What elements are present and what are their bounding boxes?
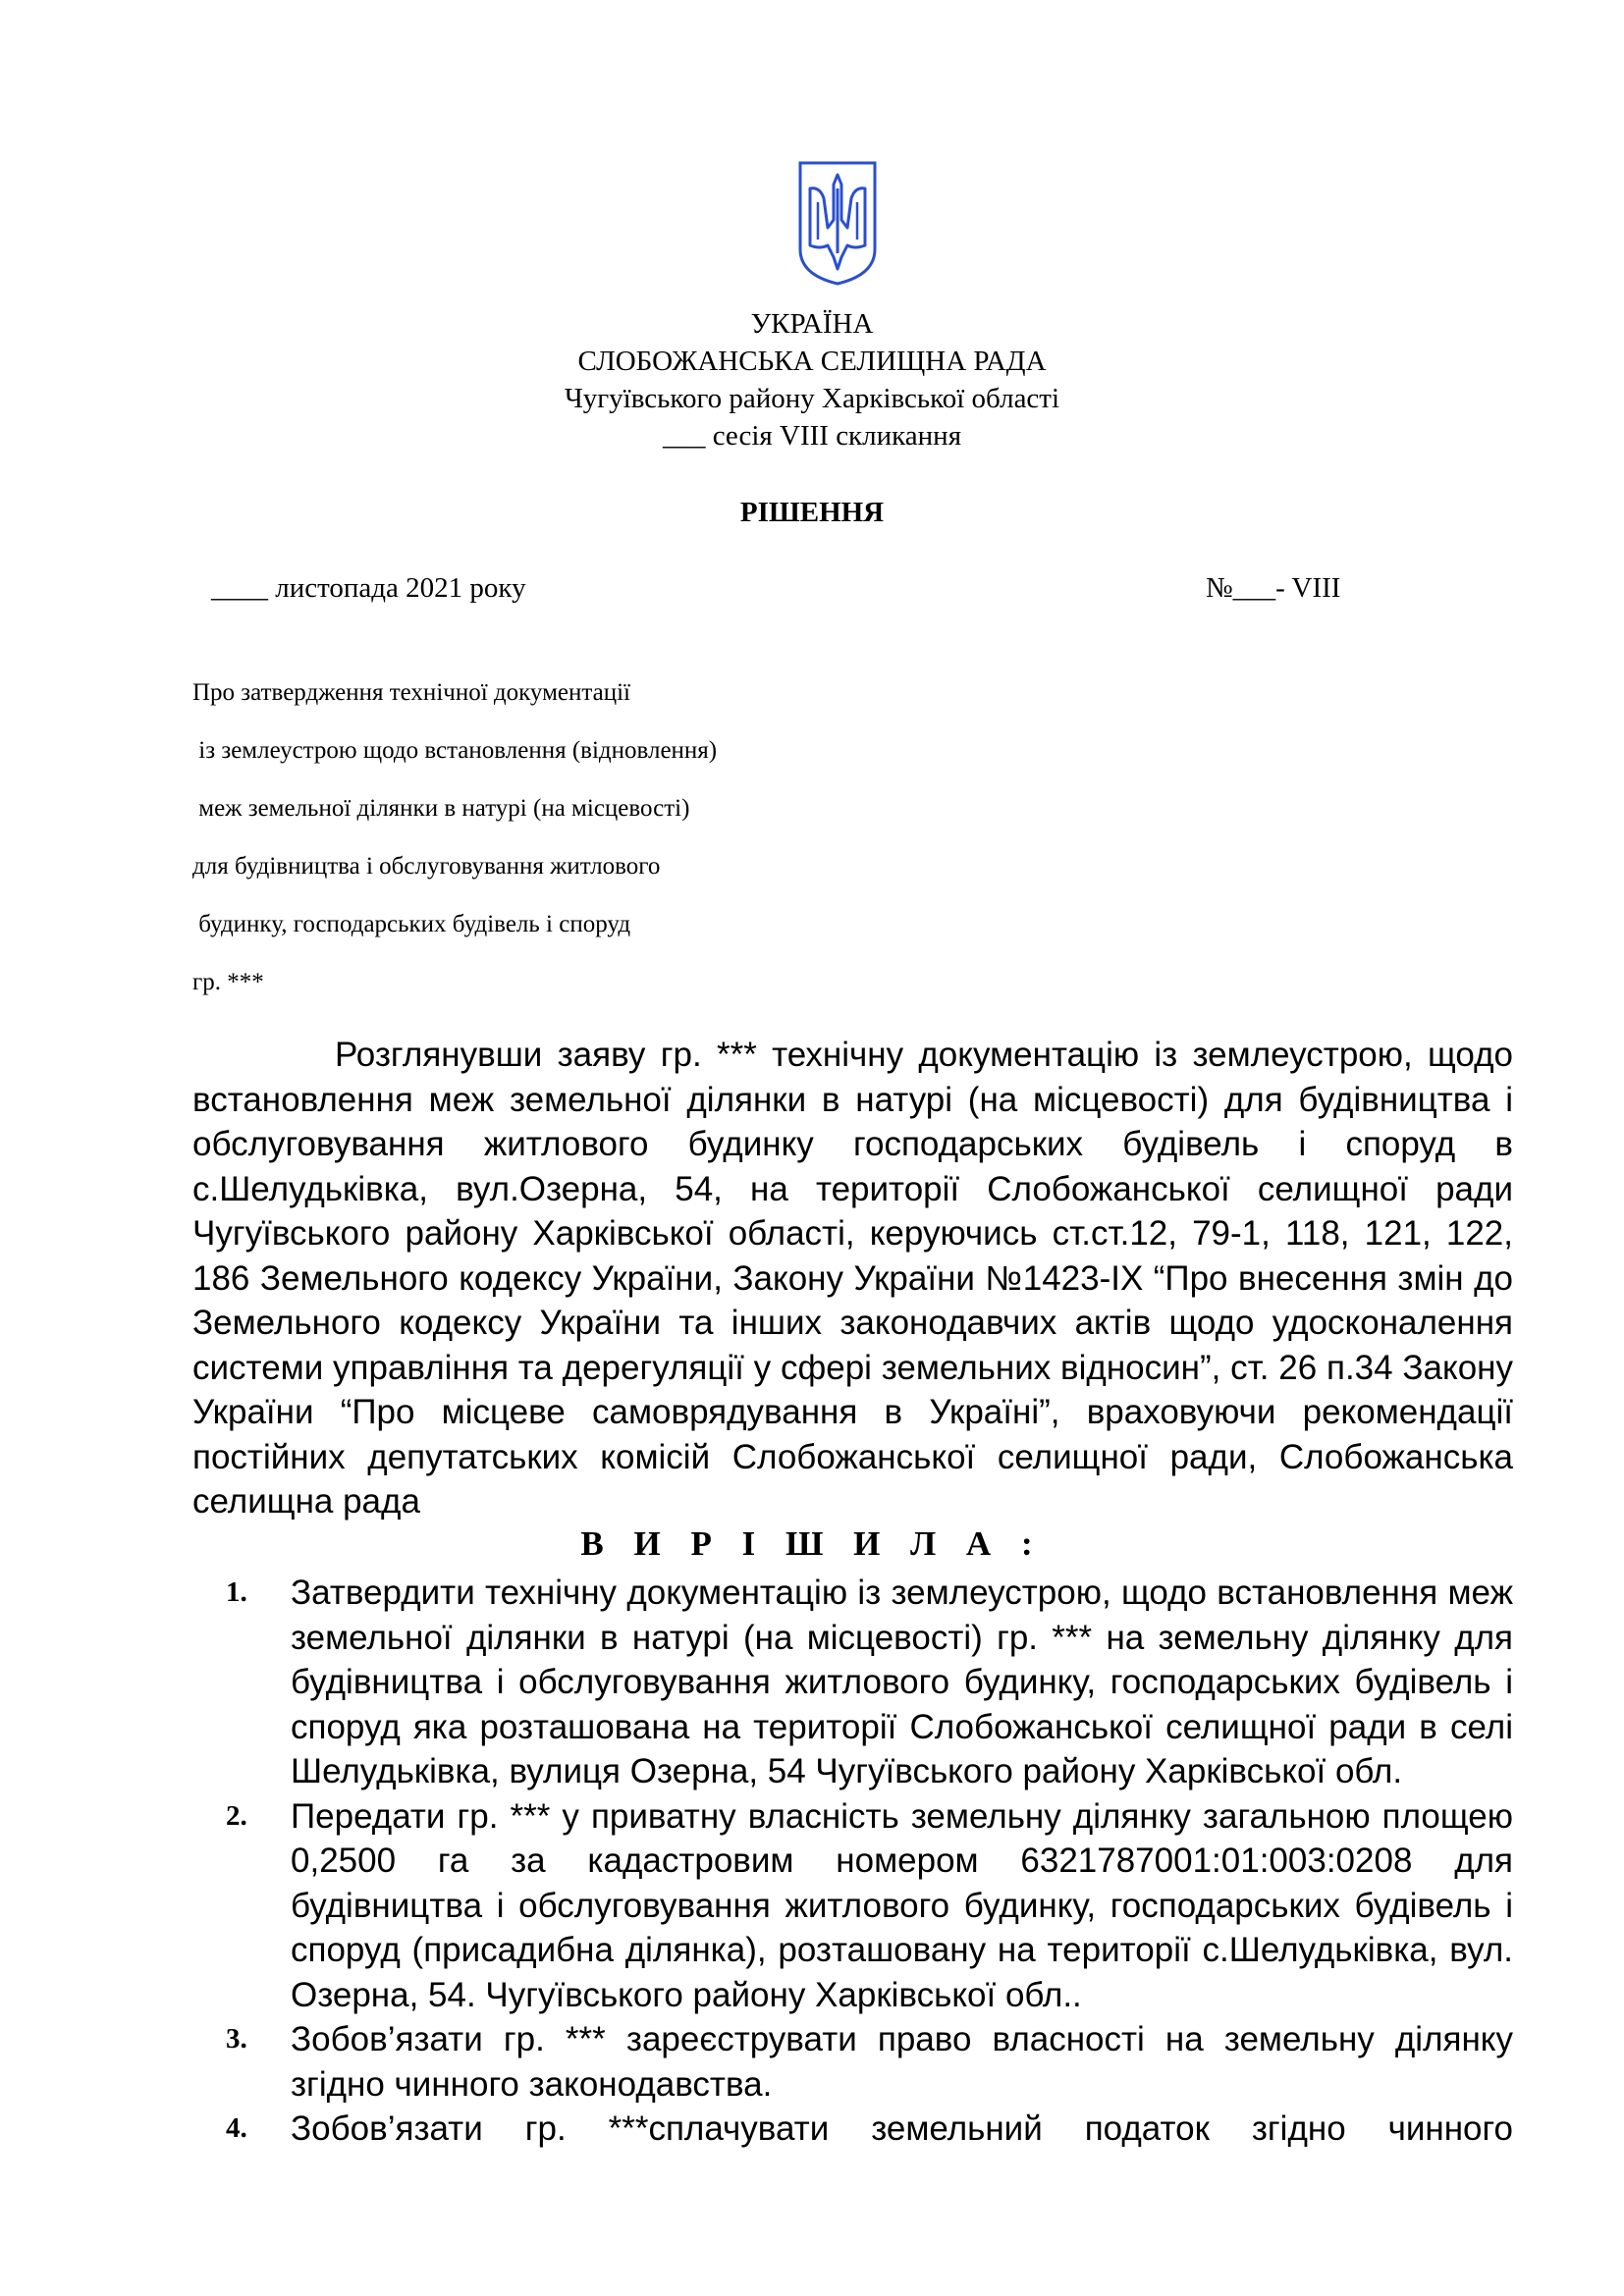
session-line: ___ сесія VIII скликання [662,420,962,452]
list-item [226,2017,1513,2107]
subject-line: для будівництва і обслуговування житлового [192,853,661,880]
subject-line: будинку, господарських будівель і споруд [192,911,631,937]
list-item [226,1794,1513,2018]
subject-line: Про затвердження технічної документації [192,679,630,706]
resolved-heading: В И Р І Ш И Л А : [580,1524,1044,1563]
item-number: 1. [226,1576,247,1608]
list-item [226,1571,1513,1794]
council-name: СЛОБОЖАНСЬКА СЕЛИЩНА РАДА [577,346,1047,377]
item-text: Зобов’язати гр. *** зареєструвати право власності на земельну ділянку згідно чинного законодавства. [291,2020,1513,2104]
decision-items [226,1571,1513,2152]
list-item [226,2107,1513,2152]
decision-title: РІШЕННЯ [739,497,885,528]
subject-line: гр. *** [192,969,264,995]
subject-line: із землеустрою щодо встановлення (відновлення) [192,737,718,764]
item-number: 3. [226,2023,247,2055]
district-name: Чугуївського району Харківської області [564,383,1060,414]
coat-of-arms-trident-icon [796,159,879,287]
subject-line: меж земельної ділянки в натурі (на місцевості) [192,795,690,822]
item-text: Зобов’язати гр. ***сплачувати земельний податок згідно чинного [291,2109,1513,2148]
item-number: 2. [226,1799,247,1832]
decision-subject [192,664,717,1011]
decision-date: ____ листопада 2021 року [211,572,526,604]
item-text: Затвердити технічну документацію із землеустрою, щодо встановлення меж земельної ділянки в натурі (на місцевості) гр. *** на земельну ділянку для будівництва і обслуговування житлового будинку, господарських будівель і споруд яка розташована на території Слобожанської селищної ради в селі Шелудьківка, вулиця Озерна, 54 Чугуївського району Харківської обл. [291,1574,1513,1790]
item-text: Передати гр. *** у приватну власність земельну ділянку загальною площею 0,2500 га за кадастровим номером 6321787001:01:003:0208 для будівництва і обслуговування житлового будинку, господарських будівель і споруд (присадибна ділянка), розташовану на території с.Шелудьківка, вул. Озерна, 54. Чугуївського району Харківської обл.. [291,1796,1513,2014]
decision-number: №___- VIII [1206,572,1341,604]
preamble-paragraph: Розглянувши заяву гр. *** технічну документацію із землеустрою, щодо встановлення меж земельної ділянки в натурі (на місцевості) для будівництва і обслуговування житлового будинку господарських будівель і споруд в с.Шелудьківка, вул.Озерна, 54, на території Слобожанської селищної ради Чугуївського району Харківської області, керуючись ст.ст.12, 79-1, 118, 121, 122, 186 Земельного кодексу України, Закону України №1423-ІХ “Про внесення змін до Земельного кодексу України та інших законодавчих актів щодо удосконалення системи управління та дерегуляції у сфері земельних відносин”, ст. 26 п.34 Закону України “Про місцеве самоврядування в Україні”, враховуючи рекомендації постійних депутатських комісій Слобожанської селищної ради, Слобожанська селищна рада [192,1036,1513,1521]
document-header [0,305,1624,454]
item-number: 4. [226,2112,247,2144]
country-name: УКРАЇНА [750,308,874,340]
